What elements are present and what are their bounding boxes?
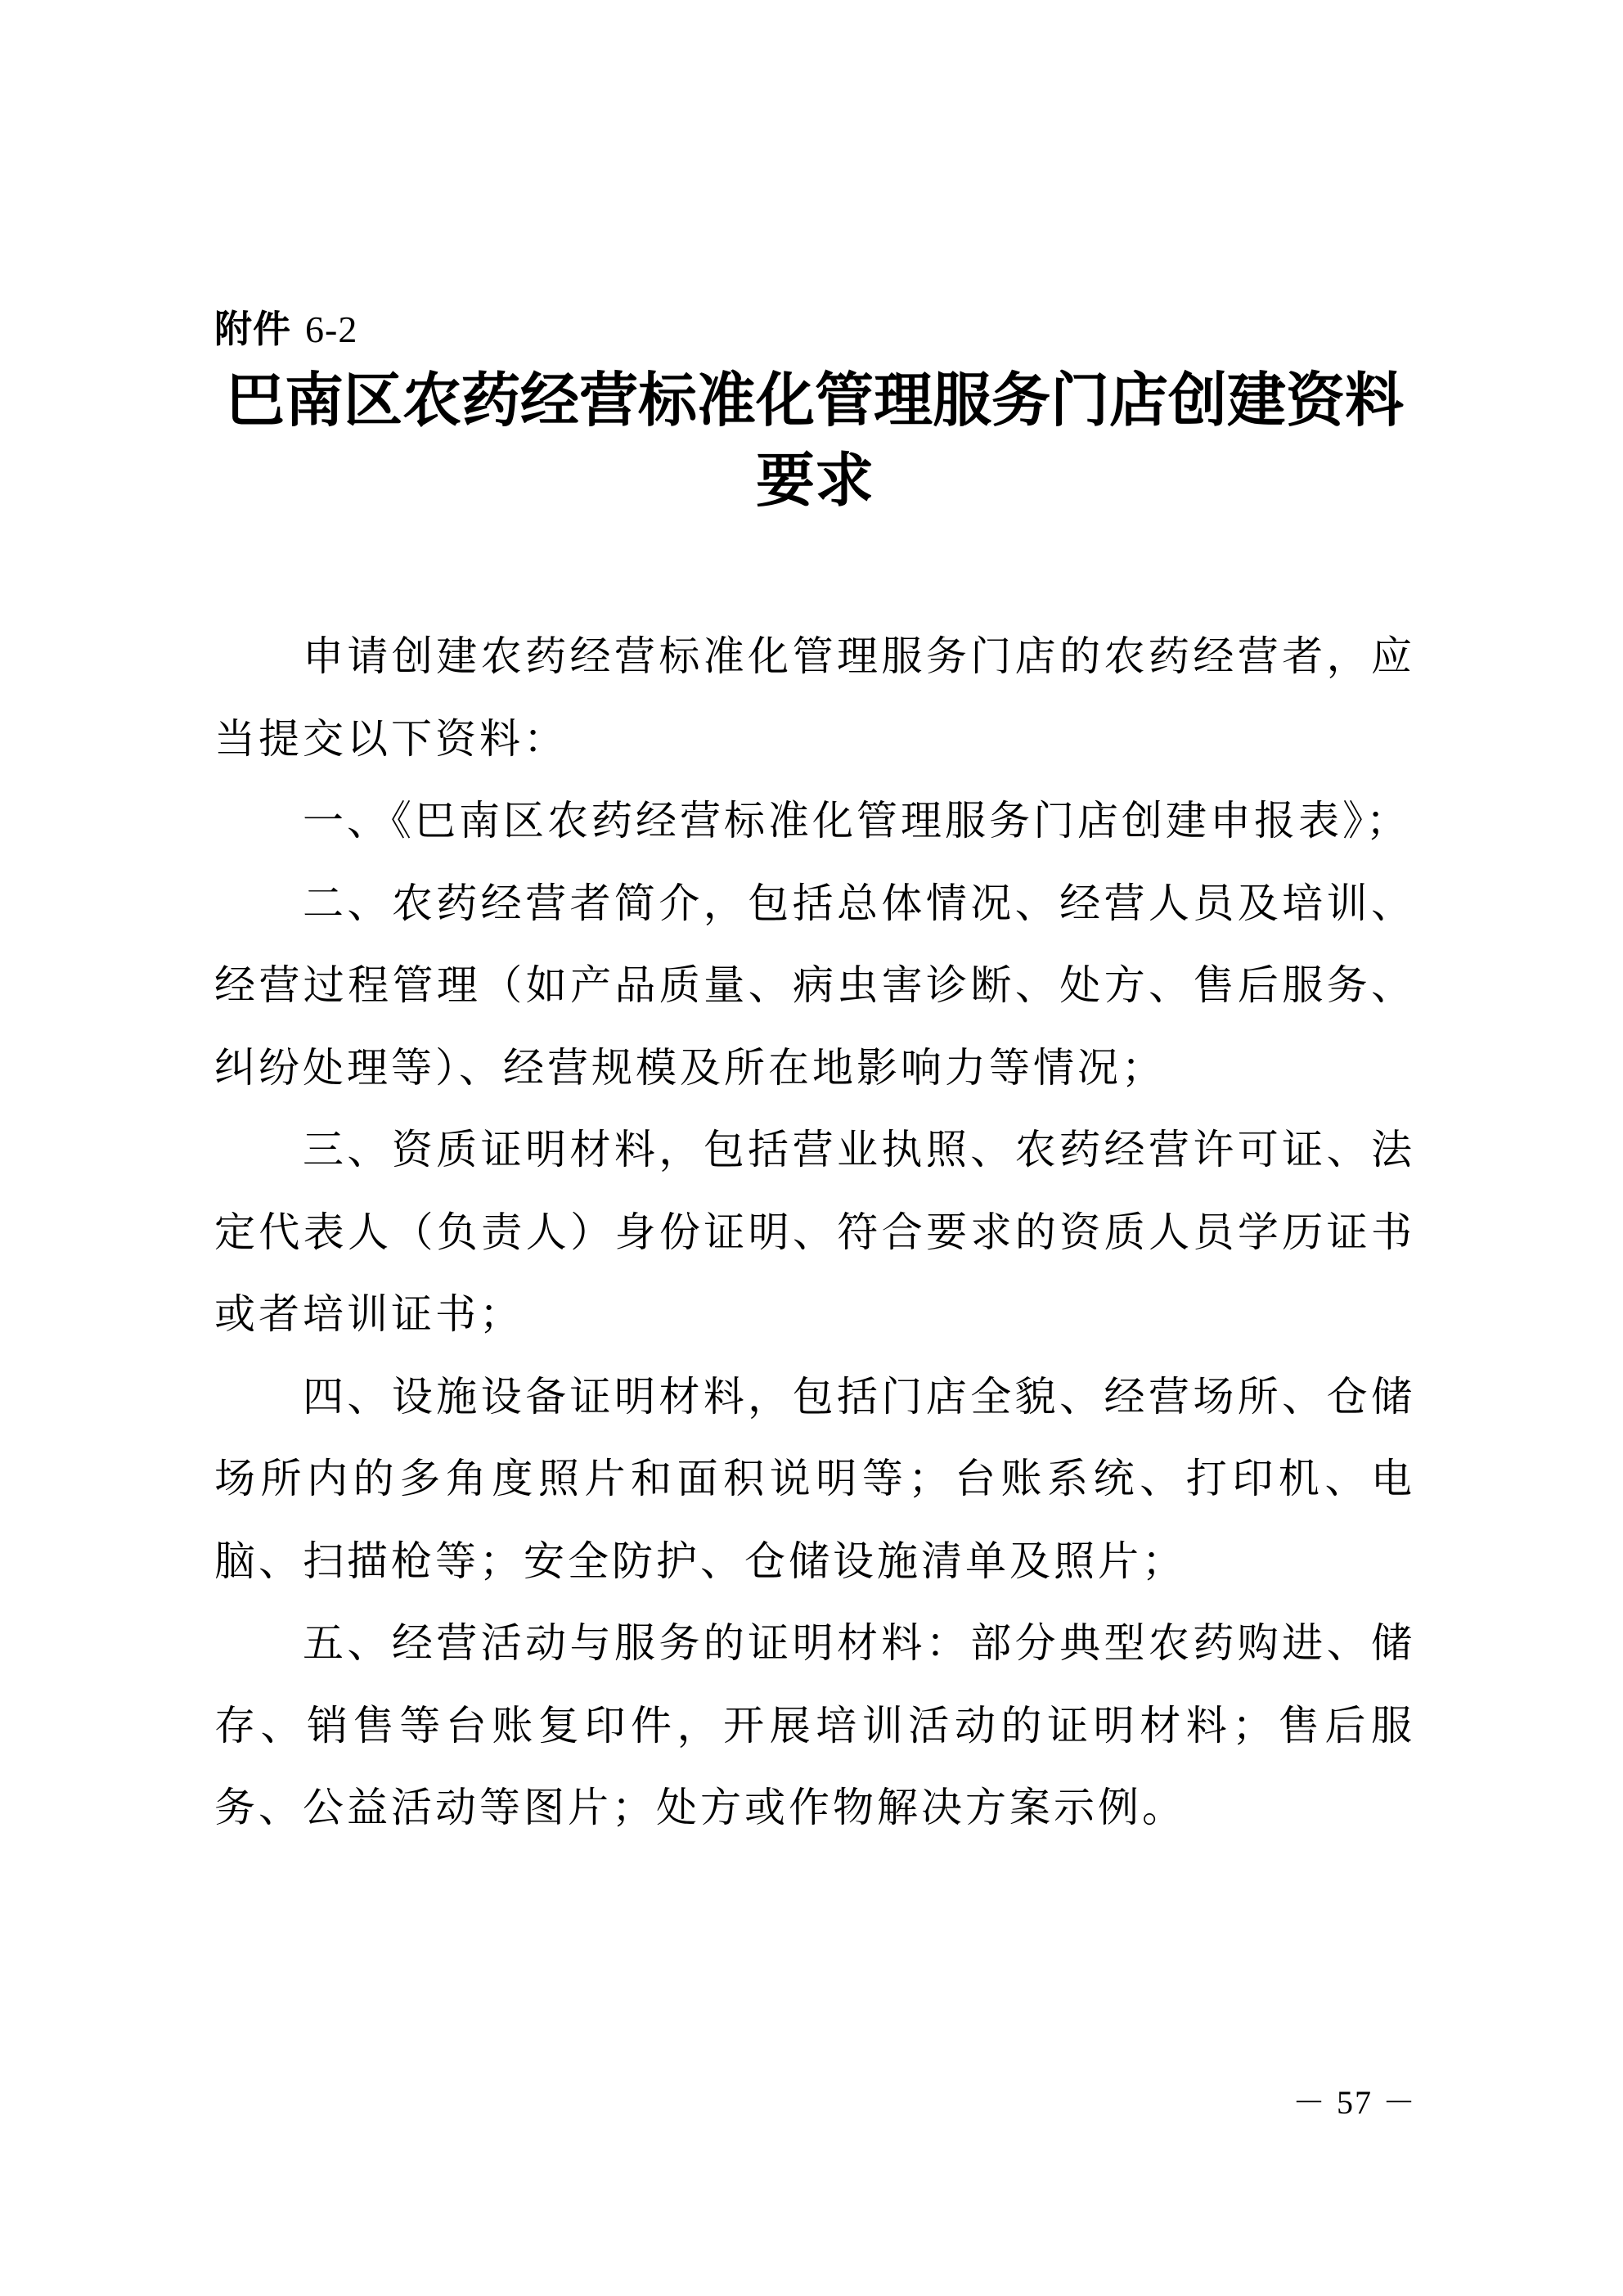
attachment-label <box>214 304 357 354</box>
requirement-item-2: 二、农药经营者简介，包括总体情况、经营人员及培训、经营过程管理（如产品质量、病虫害诊断、处方、售后服务、纠纷处理等）、经营规模及所在地影响力等情况； <box>214 879 1415 1092</box>
intro-paragraph: 申请创建农药经营标准化管理服务门店的农药经营者，应当提交以下资料： <box>214 633 1415 763</box>
document-body <box>214 615 1415 1849</box>
attachment-prefix: 附件 <box>214 307 291 351</box>
requirement-item-1: 一、《巴南区农药经营标准化管理服务门店创建申报表》； <box>303 797 1410 844</box>
requirement-item-5: 五、经营活动与服务的证明材料：部分典型农药购进、储存、销售等台账复印件，开展培训活动的证明材料；售后服务、公益活动等图片；处方或作物解决方案示例。 <box>214 1619 1415 1831</box>
document-title <box>214 360 1415 520</box>
attachment-number: 6-2 <box>305 308 358 350</box>
document-title-line-2: 要求 <box>755 445 874 515</box>
document-title-line-1: 巴南区农药经营标准化管理服务门店创建资料 <box>225 365 1404 434</box>
page-number: － 57 － <box>1293 2084 1417 2121</box>
requirement-item-4: 四、设施设备证明材料，包括门店全貌、经营场所、仓储场所内的多角度照片和面积说明等；台账系统、打印机、电脑、扫描枪等；安全防护、仓储设施清单及照片； <box>214 1372 1415 1585</box>
requirement-item-3: 三、资质证明材料，包括营业执照、农药经营许可证、法定代表人（负责人）身份证明、符合要求的资质人员学历证书或者培训证书； <box>214 1126 1415 1338</box>
